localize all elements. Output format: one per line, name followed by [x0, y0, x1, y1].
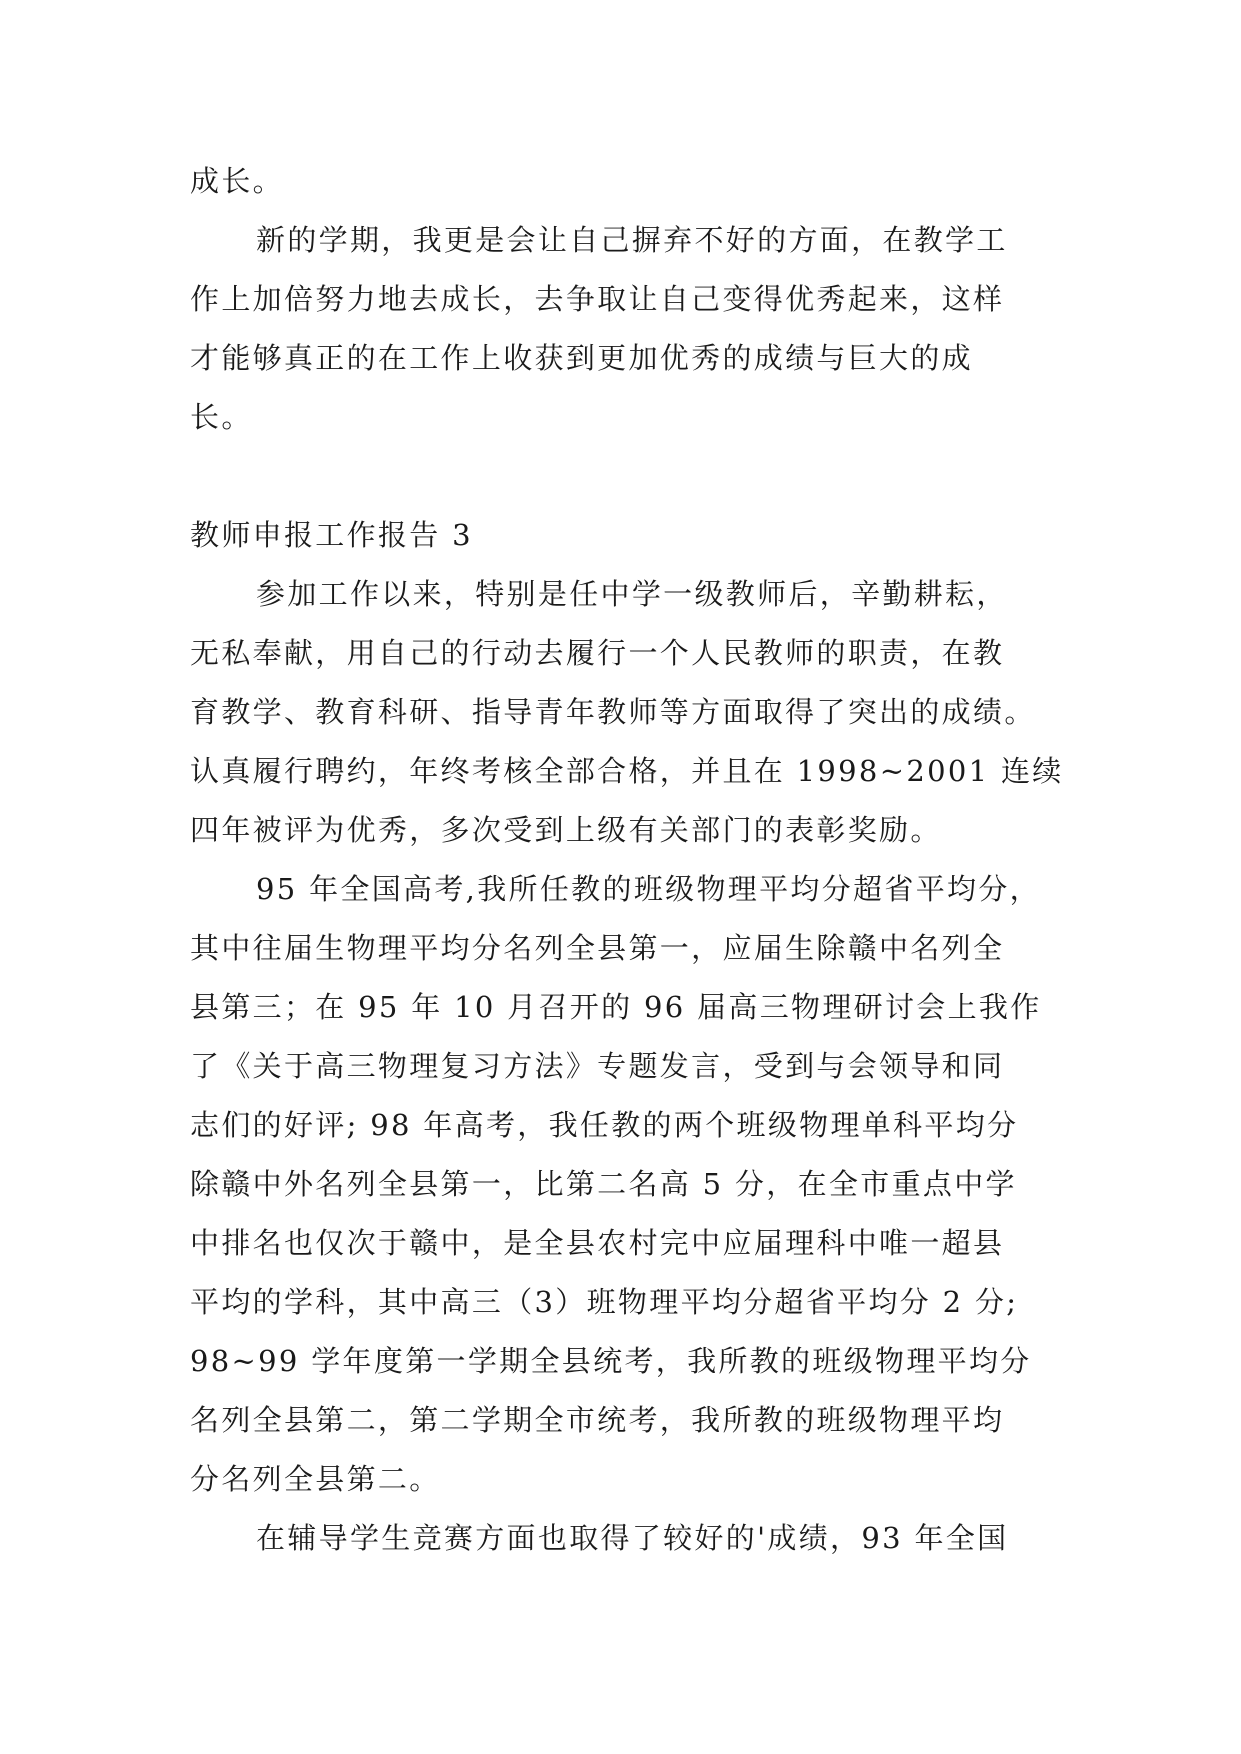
- text-line: 其中往届生物理平均分名列全县第一，应届生除赣中名列全: [190, 931, 1005, 965]
- text-line: 成长。: [190, 164, 284, 198]
- text-line: 了《关于高三物理复习方法》专题发言，受到与会领导和同: [190, 1049, 1005, 1083]
- section-heading: 教师申报工作报告 3: [190, 518, 473, 552]
- text-line: 育教学、教育科研、指导青年教师等方面取得了突出的成绩。: [190, 695, 1036, 729]
- text-line: 无私奉献，用自己的行动去履行一个人民教师的职责，在教: [190, 636, 1005, 670]
- text-line: 中排名也仅次于赣中，是全县农村完中应届理科中唯一超县: [190, 1226, 1005, 1260]
- text-line: 新的学期，我更是会让自己摒弃不好的方面，在教学工: [256, 223, 1008, 257]
- text-line: 98~99 学年度第一学期全县统考，我所教的班级物理平均分: [190, 1344, 1032, 1378]
- document-body: [190, 152, 1064, 1568]
- text-line: 在辅导学生竞赛方面也取得了较好的'成绩，93 年全国: [256, 1521, 1009, 1555]
- text-line: 名列全县第二，第二学期全市统考，我所教的班级物理平均: [190, 1403, 1005, 1437]
- text-line: 县第三；在 95 年 10 月召开的 96 届高三物理研讨会上我作: [190, 990, 1042, 1024]
- text-line: 长。: [190, 400, 253, 434]
- text-line: 四年被评为优秀，多次受到上级有关部门的表彰奖励。: [190, 813, 942, 847]
- text-line: 除赣中外名列全县第一，比第二名高 5 分，在全市重点中学: [190, 1167, 1017, 1201]
- text-line: 分名列全县第二。: [190, 1462, 441, 1496]
- text-line: 参加工作以来，特别是任中学一级教师后，辛勤耕耘，: [256, 577, 1008, 611]
- text-line: 志们的好评; 98 年高考，我任教的两个班级物理单科平均分: [190, 1108, 1019, 1142]
- text-line: 95 年全国高考,我所任教的班级物理平均分超省平均分，: [256, 872, 1041, 906]
- text-line: 作上加倍努力地去成长，去争取让自己变得优秀起来，这样: [190, 282, 1005, 316]
- text-line: 认真履行聘约，年终考核全部合格，并且在 1998~2001 连续: [190, 754, 1064, 788]
- section-spacer: [190, 447, 1052, 506]
- text-line: 才能够真正的在工作上收获到更加优秀的成绩与巨大的成: [190, 341, 974, 375]
- text-line: 平均的学科，其中高三（3）班物理平均分超省平均分 2 分;: [190, 1285, 1019, 1319]
